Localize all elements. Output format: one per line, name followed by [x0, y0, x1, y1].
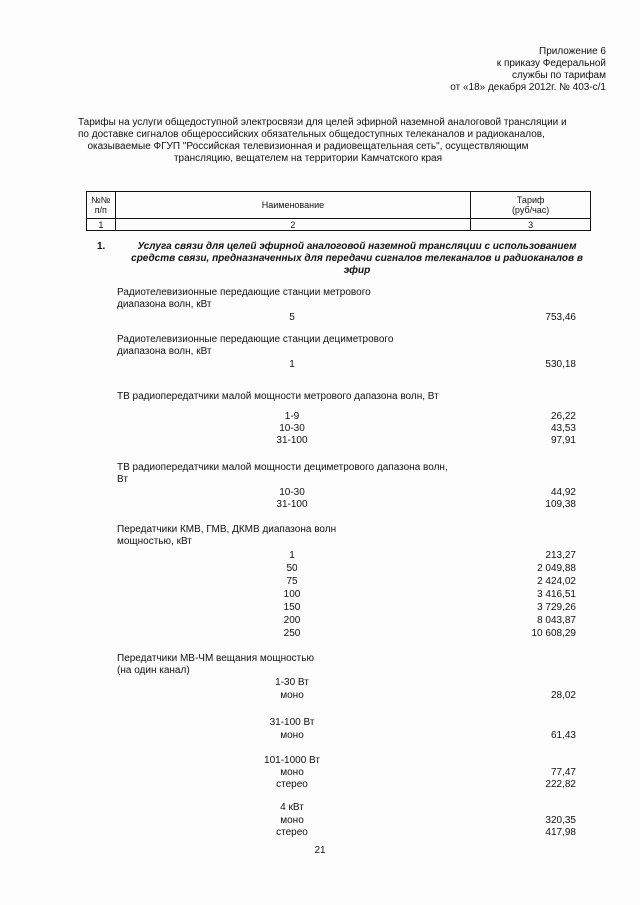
column-header-tariff: [471, 192, 591, 219]
row-tariff-value: 109,38: [545, 499, 576, 510]
group-title-line: Передатчики КМВ, ГМВ, ДКМВ диапазона волн: [117, 524, 337, 535]
tariff-row: [0, 690, 640, 702]
subgroup-power: 4 кВт: [280, 802, 304, 813]
row-parameter: моно: [280, 730, 304, 741]
row-tariff-value: 530,18: [545, 359, 576, 370]
header-text: п/п: [94, 205, 107, 215]
header-text: (руб/час): [511, 205, 550, 215]
header-text: Тариф: [516, 195, 545, 205]
row-tariff-value: 97,91: [550, 435, 576, 446]
group-title: [117, 653, 314, 677]
tariff-row: [0, 730, 640, 742]
subgroup-label: [0, 802, 640, 814]
tariff-row: [0, 411, 640, 423]
group-title: [117, 524, 336, 548]
group-title: [117, 462, 448, 486]
row-tariff-value: 10 608,29: [531, 628, 576, 639]
row-parameter: 10-30: [279, 487, 305, 498]
title-line: трансляцию, вещателем на территории Камчатского края: [173, 153, 443, 164]
subgroup-power: 31-100 Вт: [269, 717, 315, 728]
section-title-line: средств связи, предназначенных для передачи сигналов телеканалов и радиоканалов в: [131, 253, 583, 264]
tariff-row: [0, 423, 640, 435]
tariff-row: [0, 435, 640, 447]
tariff-row: [0, 779, 640, 791]
subgroup-label: [0, 717, 640, 729]
group-title-line: диапазона волн, кВт: [117, 299, 212, 310]
group-title-line: ТВ радиопередатчики малой мощности метрового дапазона волн, Вт: [117, 391, 439, 402]
row-tariff-value: 8 043,87: [537, 615, 576, 626]
row-tariff-value: 3 416,51: [537, 589, 576, 600]
column-number: 3: [471, 219, 591, 231]
appendix-line: от «18» декабря 2012г. № 403-с/1: [450, 82, 606, 93]
table-number-row: [87, 219, 591, 231]
tariff-row: [0, 359, 640, 371]
group-title: [117, 287, 371, 311]
row-parameter: моно: [280, 767, 304, 778]
row-parameter: 200: [283, 615, 301, 626]
row-parameter: 75: [286, 576, 298, 587]
table-header-row: [87, 192, 591, 219]
tariff-row: [0, 827, 640, 839]
tariff-row: [0, 563, 640, 575]
title-line: оказываемые ФГУП "Российская телевизионная и радиовещательная сеть", осуществляющим: [87, 141, 529, 152]
tariff-row: [0, 602, 640, 614]
row-parameter: моно: [280, 815, 304, 826]
row-tariff-value: 61,43: [550, 730, 576, 741]
row-parameter: 100: [283, 589, 301, 600]
title-line: Тарифы на услуги общедоступной электросвязи для целей эфирной наземной аналоговой трансляции и: [78, 117, 567, 128]
section-title: [118, 241, 596, 277]
row-parameter: 1: [289, 550, 295, 561]
group-title: [117, 334, 393, 358]
row-tariff-value: 26,22: [550, 411, 576, 422]
column-number: 1: [87, 219, 116, 231]
subgroup-label: [0, 677, 640, 689]
tariff-row: [0, 312, 640, 324]
tariff-row: [0, 576, 640, 588]
row-tariff-value: 222,82: [545, 779, 576, 790]
row-tariff-value: 320,35: [545, 815, 576, 826]
group-title-line: Вт: [117, 474, 128, 485]
tariff-row: [0, 589, 640, 601]
tariff-row: [0, 499, 640, 511]
page-number: 21: [314, 845, 326, 856]
group-title-line: Радиотелевизионные передающие станции дециметрового: [117, 334, 394, 345]
row-tariff-value: 2 049,88: [537, 563, 576, 574]
row-parameter: 31-100: [276, 499, 308, 510]
column-header-name: Наименование: [115, 192, 471, 219]
appendix-line: службы по тарифам: [511, 70, 606, 81]
appendix-line: к приказу Федеральной: [496, 58, 606, 69]
row-parameter: моно: [280, 690, 304, 701]
row-parameter: стерео: [276, 827, 308, 838]
section-title-line: Услуга связи для целей эфирной аналоговой наземной трансляции с использованием: [137, 241, 577, 252]
row-parameter: 31-100: [276, 435, 308, 446]
row-tariff-value: 2 424,02: [537, 576, 576, 587]
subgroup-label: [0, 755, 640, 767]
group-title-line: (на один канал): [117, 665, 190, 676]
row-tariff-value: 43,53: [550, 423, 576, 434]
row-parameter: 5: [289, 312, 295, 323]
subgroup-power: 1-30 Вт: [275, 677, 309, 688]
row-parameter: 150: [283, 602, 301, 613]
column-header-number: [87, 192, 116, 219]
tariff-row: [0, 767, 640, 779]
subgroup-power: 101-1000 Вт: [264, 755, 320, 766]
group-title: [117, 391, 439, 403]
row-parameter: 1-9: [284, 411, 300, 422]
row-tariff-value: 3 729,26: [537, 602, 576, 613]
group-title-line: Радиотелевизионные передающие станции метрового: [117, 287, 371, 298]
group-title-line: мощностью, кВт: [117, 536, 192, 547]
tariff-row: [0, 628, 640, 640]
row-parameter: 1: [289, 359, 295, 370]
tariff-row: [0, 815, 640, 827]
row-parameter: стерео: [276, 779, 308, 790]
header-text: №№: [91, 195, 111, 205]
row-tariff-value: 77,47: [550, 767, 576, 778]
document-title: [78, 117, 567, 165]
column-number: 2: [115, 219, 471, 231]
row-tariff-value: 28,02: [550, 690, 576, 701]
row-tariff-value: 753,46: [545, 312, 576, 323]
tariff-table-header: [86, 191, 591, 231]
tariff-row: [0, 615, 640, 627]
tariff-row: [0, 550, 640, 562]
section-number: 1.: [97, 241, 106, 252]
section-title-line: эфир: [343, 265, 371, 276]
title-line: по доставке сигналов общероссийских обязательных общедоступных телеканалов и радиоканалов,: [78, 129, 545, 140]
appendix-line: Приложение 6: [539, 46, 606, 57]
row-parameter: 10-30: [279, 423, 305, 434]
row-tariff-value: 213,27: [545, 550, 576, 561]
group-title-line: ТВ радиопередатчики малой мощности дециметрового дапазона волн,: [117, 462, 448, 473]
appendix-reference: [450, 46, 606, 94]
group-title-line: диапазона волн, кВт: [117, 346, 212, 357]
group-title-line: Передатчики МВ-ЧМ вещания мощностью: [117, 653, 314, 664]
tariff-row: [0, 487, 640, 499]
row-parameter: 50: [286, 563, 298, 574]
row-tariff-value: 417,98: [545, 827, 576, 838]
row-tariff-value: 44,92: [550, 487, 576, 498]
row-parameter: 250: [283, 628, 301, 639]
